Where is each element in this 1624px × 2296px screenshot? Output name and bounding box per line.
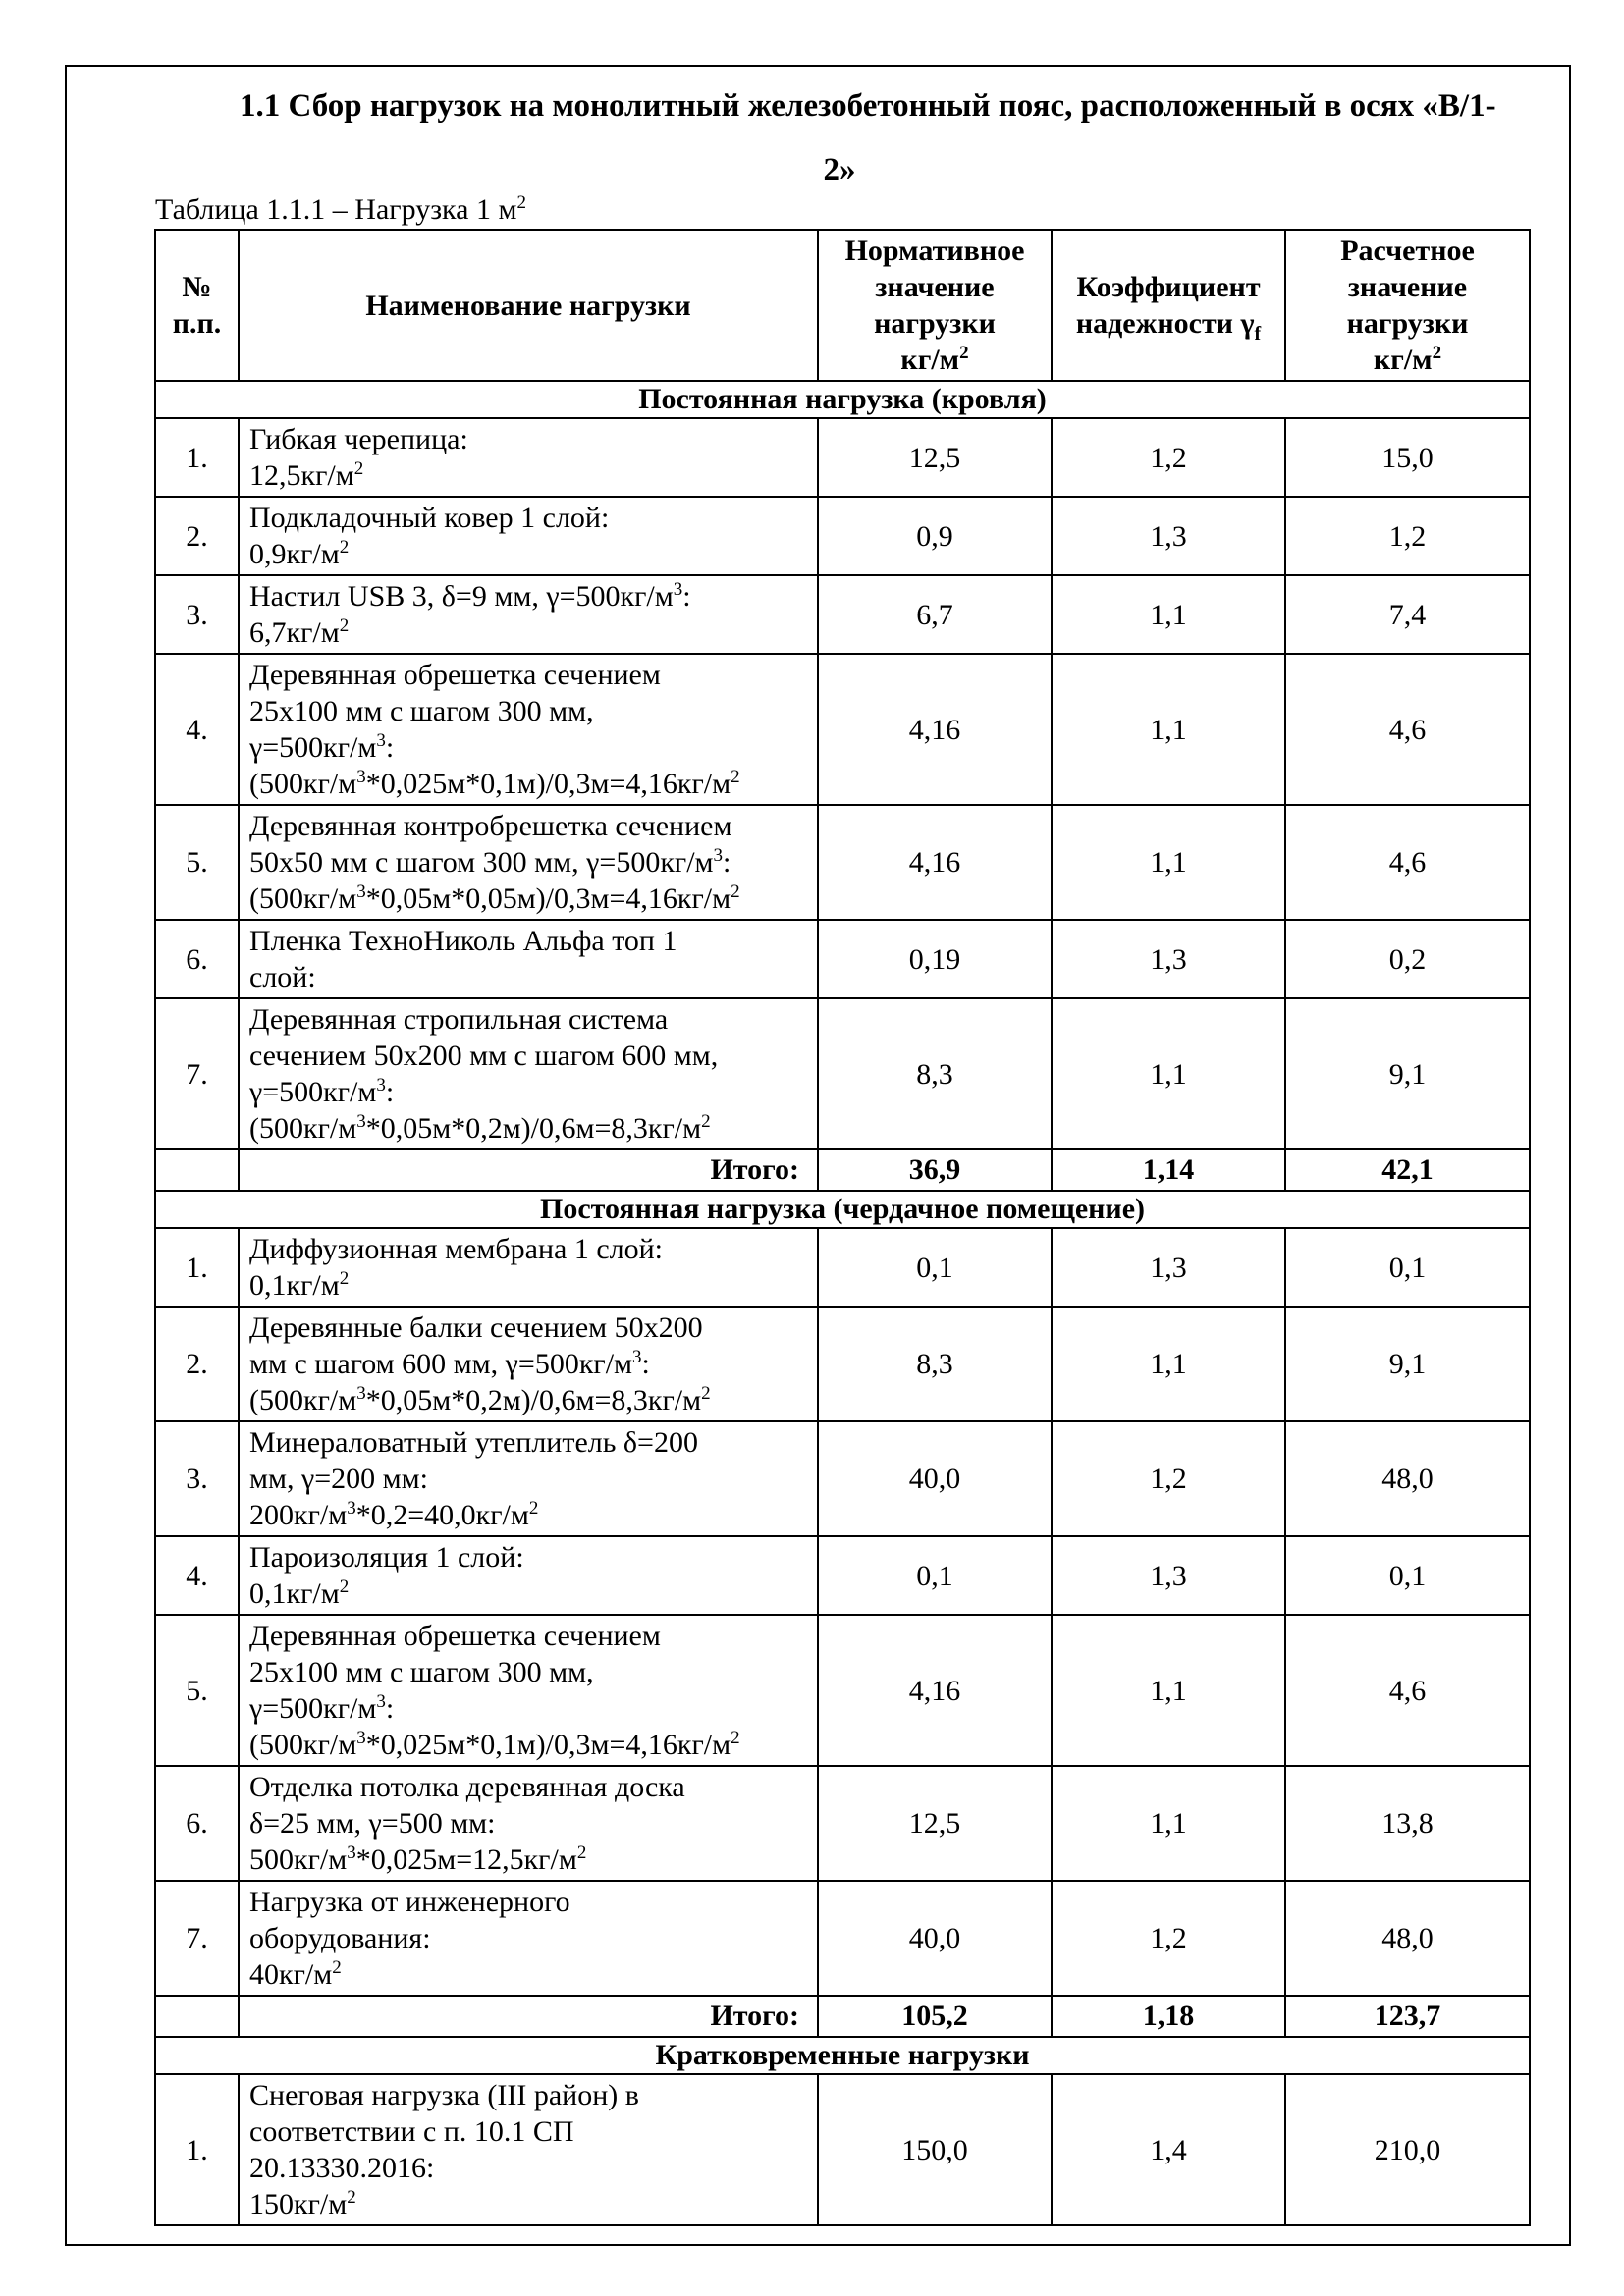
reliability-coef: 1,4 xyxy=(1052,2074,1285,2225)
load-name: Гибкая черепица: $12,5кг/м^2$ xyxy=(239,418,818,497)
total-label: Итого: xyxy=(239,1149,818,1191)
load-name: Диффузионная мембрана 1 слой: $0,1кг/м^2$ xyxy=(239,1228,818,1307)
normative-value: 8,3 xyxy=(818,1307,1052,1421)
design-value: 1,2 xyxy=(1285,497,1530,575)
row-number: 7. xyxy=(155,998,239,1149)
load-name: Деревянная обрешетка сечением 25х100 мм с шагом 300 мм, $\gamma=500кг/м^3$: $(500кг/м^3*0,025м*0,1м)/0,3м=4,16кг/м^2$ xyxy=(239,654,818,805)
design-value: 48,0 xyxy=(1285,1881,1530,1996)
normative-value: 40,0 xyxy=(818,1421,1052,1536)
design-value: 4,6 xyxy=(1285,1615,1530,1766)
total-design: 42,1 xyxy=(1285,1149,1530,1191)
design-value: 4,6 xyxy=(1285,805,1530,920)
load-name: Отделка потолка деревянная доска δ=25 мм, γ=500 мм: $500кг/м^3*0,025м=12,5кг/м^2$ xyxy=(239,1766,818,1881)
reliability-coef: 1,2 xyxy=(1052,1421,1285,1536)
load-name: Деревянная стропильная система сечением 50х200 мм с шагом 600 мм, $\gamma=500кг/м^3$: $(500кг/м^3*0,05м*0,2м)/0,6м=8,3кг/м^2$ xyxy=(239,998,818,1149)
section-title: Постоянная нагрузка (кровля) xyxy=(155,381,1530,418)
heading-line-2: 2» xyxy=(823,152,856,187)
row-number: 4. xyxy=(155,1536,239,1615)
row-number: 2. xyxy=(155,1307,239,1421)
load-name: Деревянные балки сечением 50х200 мм с шагом 600 мм, $\gamma=500кг/м^3$: $(500кг/м^3*0,05м*0,2м)/0,6м=8,3кг/м^2$ xyxy=(239,1307,818,1421)
design-value: 4,6 xyxy=(1285,654,1530,805)
total-design: 123,7 xyxy=(1285,1996,1530,2037)
row-number: 1. xyxy=(155,418,239,497)
design-value: 0,1 xyxy=(1285,1228,1530,1307)
table-row xyxy=(155,1536,1530,1615)
normative-value: 0,1 xyxy=(818,1536,1052,1615)
reliability-coef: 1,1 xyxy=(1052,998,1285,1149)
load-name: Снеговая нагрузка (III район) в соответствии с п. 10.1 СП 20.13330.2016: $150кг/м^2$ xyxy=(239,2074,818,2225)
row-number: 5. xyxy=(155,805,239,920)
total-coef: 1,18 xyxy=(1052,1996,1285,2037)
col-name-header: Наименование нагрузки xyxy=(239,230,818,381)
table-caption: Таблица 1.1.1 – Нагрузка 1 $м^2$ xyxy=(155,192,526,226)
table-row xyxy=(155,1881,1530,1996)
loads-table xyxy=(154,229,1531,2226)
design-value: 48,0 xyxy=(1285,1421,1530,1536)
table-row xyxy=(155,497,1530,575)
total-empty-cell xyxy=(155,1149,239,1191)
reliability-coef: 1,3 xyxy=(1052,1536,1285,1615)
table-row xyxy=(155,920,1530,998)
total-normative: 105,2 xyxy=(818,1996,1052,2037)
normative-value: 150,0 xyxy=(818,2074,1052,2225)
row-number: 3. xyxy=(155,1421,239,1536)
col-num-header: № п.п. xyxy=(155,230,239,381)
design-value: 0,1 xyxy=(1285,1536,1530,1615)
design-value: 7,4 xyxy=(1285,575,1530,654)
table-row xyxy=(155,805,1530,920)
load-name: Пленка ТехноНиколь Альфа топ 1 слой: xyxy=(239,920,818,998)
normative-value: 4,16 xyxy=(818,1615,1052,1766)
design-value: 9,1 xyxy=(1285,998,1530,1149)
row-number: 5. xyxy=(155,1615,239,1766)
row-number: 1. xyxy=(155,2074,239,2225)
reliability-coef: 1,1 xyxy=(1052,1615,1285,1766)
normative-value: 40,0 xyxy=(818,1881,1052,1996)
col-coef-header: Коэффициент надежности $\gamma_f$ xyxy=(1052,230,1285,381)
normative-value: 4,16 xyxy=(818,654,1052,805)
table-header-row xyxy=(155,230,1530,381)
normative-value: 0,9 xyxy=(818,497,1052,575)
normative-value: 12,5 xyxy=(818,418,1052,497)
design-value: 0,2 xyxy=(1285,920,1530,998)
reliability-coef: 1,3 xyxy=(1052,497,1285,575)
total-normative: 36,9 xyxy=(818,1149,1052,1191)
reliability-coef: 1,2 xyxy=(1052,418,1285,497)
load-name: Нагрузка от инженерного оборудования: $40кг/м^2$ xyxy=(239,1881,818,1996)
reliability-coef: 1,3 xyxy=(1052,1228,1285,1307)
reliability-coef: 1,3 xyxy=(1052,920,1285,998)
table-row xyxy=(155,2074,1530,2225)
normative-value: 0,19 xyxy=(818,920,1052,998)
load-name: Настил USB 3, δ=9 мм, $\gamma=500кг/м^3$: $6,7кг/м^2$ xyxy=(239,575,818,654)
row-number: 4. xyxy=(155,654,239,805)
normative-value: 0,1 xyxy=(818,1228,1052,1307)
table-row xyxy=(155,1766,1530,1881)
reliability-coef: 1,1 xyxy=(1052,805,1285,920)
load-name: Деревянная обрешетка сечением 25х100 мм с шагом 300 мм, $\gamma=500кг/м^3$: $(500кг/м^3*0,025м*0,1м)/0,3м=4,16кг/м^2$ xyxy=(239,1615,818,1766)
reliability-coef: 1,2 xyxy=(1052,1881,1285,1996)
design-value: 15,0 xyxy=(1285,418,1530,497)
load-name: Пароизоляция 1 слой: $0,1кг/м^2$ xyxy=(239,1536,818,1615)
design-value: 13,8 xyxy=(1285,1766,1530,1881)
row-number: 7. xyxy=(155,1881,239,1996)
table-row xyxy=(155,1421,1530,1536)
table-row xyxy=(155,575,1530,654)
table-row xyxy=(155,998,1530,1149)
table-row xyxy=(155,1307,1530,1421)
reliability-coef: 1,1 xyxy=(1052,654,1285,805)
normative-value: 6,7 xyxy=(818,575,1052,654)
table-row xyxy=(155,418,1530,497)
section-header-row xyxy=(155,381,1530,418)
row-number: 1. xyxy=(155,1228,239,1307)
col-design-header: Расчетное значение нагрузки $кг/м^2$ xyxy=(1285,230,1530,381)
section-header-row xyxy=(155,1191,1530,1228)
reliability-coef: 1,1 xyxy=(1052,1307,1285,1421)
normative-value: 4,16 xyxy=(818,805,1052,920)
normative-value: 8,3 xyxy=(818,998,1052,1149)
col-normative-header: Нормативное значение нагрузки $кг/м^2$ xyxy=(818,230,1052,381)
row-number: 3. xyxy=(155,575,239,654)
section-header-row xyxy=(155,2037,1530,2074)
row-number: 2. xyxy=(155,497,239,575)
heading-line-1: 1.1 Сбор нагрузок на монолитный железобетонный пояс, расположенный в осях «В/1- xyxy=(240,88,1496,124)
total-row xyxy=(155,1996,1530,2037)
total-row xyxy=(155,1149,1530,1191)
design-value: 9,1 xyxy=(1285,1307,1530,1421)
table-row xyxy=(155,1228,1530,1307)
total-coef: 1,14 xyxy=(1052,1149,1285,1191)
section-title: Кратковременные нагрузки xyxy=(155,2037,1530,2074)
normative-value: 12,5 xyxy=(818,1766,1052,1881)
total-label: Итого: xyxy=(239,1996,818,2037)
load-name: Деревянная контробрешетка сечением 50х50 мм с шагом 300 мм, $\gamma=500кг/м^3$: $(500кг/м^3*0,05м*0,05м)/0,3м=4,16кг/м^2$ xyxy=(239,805,818,920)
row-number: 6. xyxy=(155,920,239,998)
design-value: 210,0 xyxy=(1285,2074,1530,2225)
table-row xyxy=(155,654,1530,805)
reliability-coef: 1,1 xyxy=(1052,1766,1285,1881)
table-row xyxy=(155,1615,1530,1766)
section-heading xyxy=(147,75,1532,202)
total-empty-cell xyxy=(155,1996,239,2037)
load-name: Подкладочный ковер 1 слой: $0,9кг/м^2$ xyxy=(239,497,818,575)
load-name: Минераловатный утеплитель δ=200 мм, γ=200 мм: $200кг/м^3*0,2=40,0кг/м^2$ xyxy=(239,1421,818,1536)
section-title: Постоянная нагрузка (чердачное помещение) xyxy=(155,1191,1530,1228)
reliability-coef: 1,1 xyxy=(1052,575,1285,654)
row-number: 6. xyxy=(155,1766,239,1881)
